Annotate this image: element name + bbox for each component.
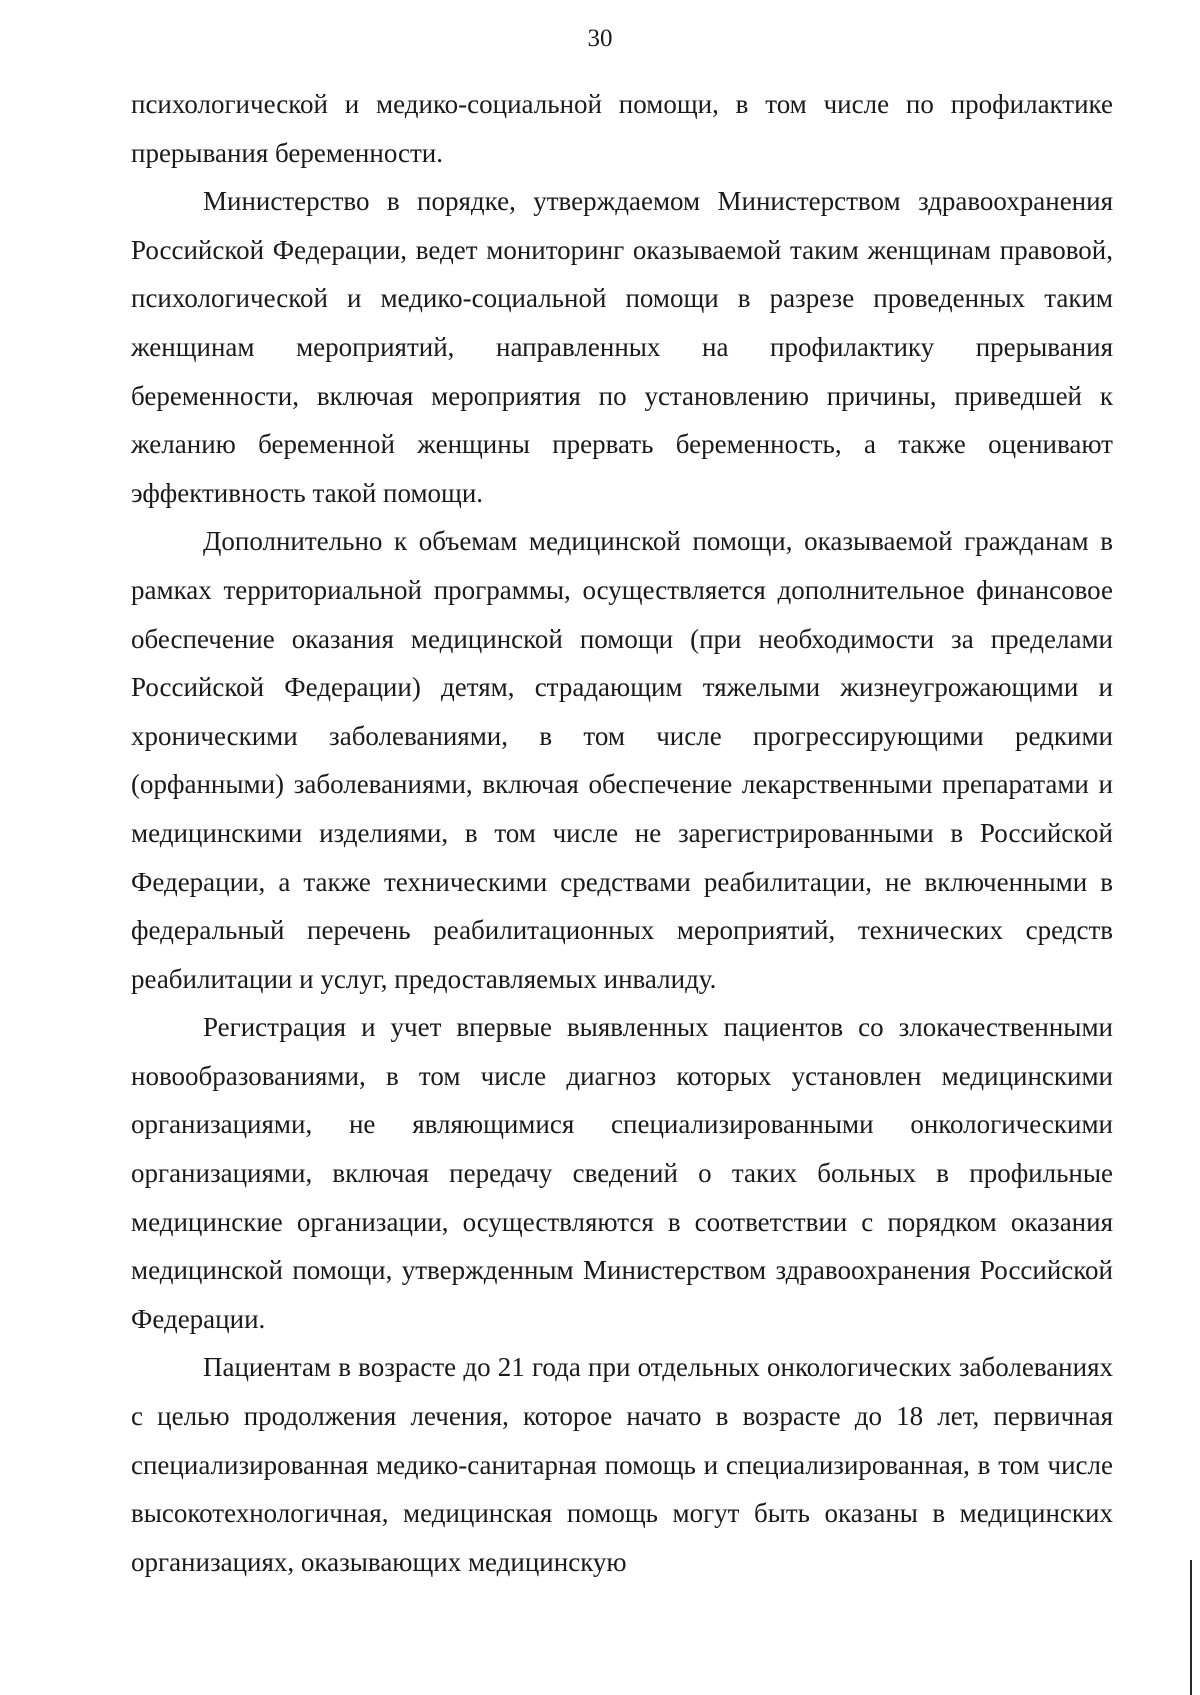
paragraph-patients-under-21: Пациентам в возрасте до 21 года при отдельных онкологических заболеваниях с целью продолжения лечения, которое начато в возрасте до 18 лет, первичная специализированная медико-санитарная помощь и специализированная, в том числе высокотехнологичная, медицинская помощь могут быть оказаны в медицинских организациях, оказывающих медицинскую (131, 1352, 1113, 1577)
scan-edge-line (1190, 1560, 1192, 1695)
document-body (131, 80, 1113, 1586)
paragraph-monitoring: Министерство в порядке, утверждаемом Министерством здравоохранения Российской Федерации, ведет мониторинг оказываемой таким женщинам правовой, психологической и медико-социальной помощи в разрезе проведенных таким женщинам мероприятий, направленных на профилактику прерывания беременности, включая мероприятия по установлению причины, приведшей к желанию беременной женщины прервать беременность, а также оценивают эффективность такой помощи. (131, 186, 1113, 508)
paragraph-registration: Регистрация и учет впервые выявленных пациентов со злокачественными новообразованиями, в том числе диагноз которых установлен медицинскими организациями, не являющимися специализированными онкологическими организациями, включая передачу сведений о таких больных в профильные медицинские организации, осуществляются в соответствии с порядком оказания медицинской помощи, утвержденным Министерством здравоохранения Российской Федерации. (131, 1012, 1113, 1334)
paragraph-additional-funding: Дополнительно к объемам медицинской помощи, оказываемой гражданам в рамках территориальной программы, осуществляется дополнительное финансовое обеспечение оказания медицинской помощи (при необходимости за пределами Российской Федерации) детям, страдающим тяжелыми жизнеугрожающими и хроническими заболеваниями, в том числе прогрессирующими редкими (орфанными) заболеваниями, включая обеспечение лекарственными препаратами и медицинскими изделиями, в том числе не зарегистрированными в Российской Федерации, а также техническими средствами реабилитации, не включенными в федеральный перечень реабилитационных мероприятий, технических средств реабилитации и услуг, предоставляемых инвалиду. (131, 526, 1113, 994)
page-number: 30 (587, 25, 613, 52)
paragraph-continuation: психологической и медико-социальной помощи, в том числе по профилактике прерывания беременности. (131, 89, 1113, 168)
